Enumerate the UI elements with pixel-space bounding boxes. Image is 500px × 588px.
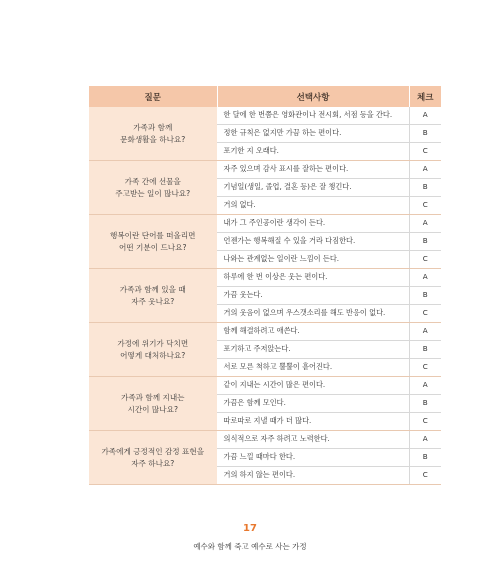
check-mark-cell: B: [409, 233, 441, 251]
check-mark-cell: B: [409, 125, 441, 143]
option-text: 내가 그 주인공이란 생각이 든다.: [217, 215, 409, 233]
table-body: [89, 107, 441, 485]
option-text: 정한 규칙은 없지만 가끔 하는 편이다.: [217, 125, 409, 143]
option-text: 언젠가는 행복해질 수 있을 거라 다짐한다.: [217, 233, 409, 251]
question-text: 행복이란 단어를 떠올리면 어떤 기분이 드나요?: [109, 231, 196, 252]
page-number: 17: [243, 523, 257, 534]
option-text: 포기한 지 오래다.: [217, 143, 409, 161]
check-mark-cell: A: [409, 107, 441, 125]
question-cell: [89, 269, 217, 323]
question-cell: [89, 107, 217, 161]
table-row: [89, 377, 441, 395]
check-mark-cell: B: [409, 395, 441, 413]
question-cell: [89, 215, 217, 269]
option-text: 자주 있으며 감사 표시를 잘하는 편이다.: [217, 161, 409, 179]
table-row: [89, 161, 441, 179]
table-row: [89, 431, 441, 449]
check-mark-cell: C: [409, 197, 441, 215]
option-text: 가끔 느낄 때마다 한다.: [217, 449, 409, 467]
option-text: 거의 웃음이 없으며 우스갯소리를 해도 반응이 없다.: [217, 305, 409, 323]
checklist-table: [89, 86, 441, 485]
option-text: 가끔 웃는다.: [217, 287, 409, 305]
question-text: 가족에게 긍정적인 감정 표현을 자주 하나요?: [101, 447, 205, 468]
header-options: 선택사항: [217, 86, 409, 107]
check-mark-cell: A: [409, 431, 441, 449]
option-text: 거의 하지 않는 편이다.: [217, 467, 409, 485]
header-check: 체크: [409, 86, 441, 107]
check-mark-cell: C: [409, 143, 441, 161]
option-text: 가끔은 함께 모인다.: [217, 395, 409, 413]
question-text: 가족과 함께 있을 때 자주 웃나요?: [119, 285, 186, 306]
option-text: 따로따로 지낼 때가 더 많다.: [217, 413, 409, 431]
table-row: [89, 215, 441, 233]
check-mark-cell: A: [409, 377, 441, 395]
check-mark-cell: B: [409, 287, 441, 305]
question-cell: [89, 323, 217, 377]
option-text: 의식적으로 자주 하려고 노력한다.: [217, 431, 409, 449]
question-text: 가정에 위기가 닥치면 어떻게 대처하나요?: [117, 339, 189, 360]
question-text: 가족과 함께 문화생활을 하나요?: [120, 123, 186, 144]
option-text: 하루에 한 번 이상은 웃는 편이다.: [217, 269, 409, 287]
check-mark-cell: C: [409, 359, 441, 377]
option-text: 거의 없다.: [217, 197, 409, 215]
option-text: 서로 모른 척하고 뿔뿔이 흩어진다.: [217, 359, 409, 377]
check-mark-cell: B: [409, 341, 441, 359]
check-mark-cell: C: [409, 413, 441, 431]
check-mark-cell: A: [409, 269, 441, 287]
check-mark-cell: B: [409, 449, 441, 467]
option-text: 나와는 관계없는 일이란 느낌이 든다.: [217, 251, 409, 269]
option-text: 함께 해결하려고 애쓴다.: [217, 323, 409, 341]
check-mark-cell: A: [409, 215, 441, 233]
table-row: [89, 269, 441, 287]
question-text: 가족 간에 선물을 주고받는 일이 많나요?: [115, 177, 191, 198]
option-text: 같이 지내는 시간이 많은 편이다.: [217, 377, 409, 395]
option-text: 한 달에 한 번쯤은 영화관이나 전시회, 서점 등을 간다.: [217, 107, 409, 125]
check-mark-cell: C: [409, 467, 441, 485]
check-mark-cell: A: [409, 161, 441, 179]
option-text: 기념일(생일, 졸업, 결혼 등)은 잘 챙긴다.: [217, 179, 409, 197]
question-cell: [89, 161, 217, 215]
question-cell: [89, 431, 217, 485]
table-row: [89, 323, 441, 341]
footer-title: 예수와 함께 죽고 예수로 사는 가정: [193, 542, 307, 551]
table-row: [89, 107, 441, 125]
check-mark-cell: C: [409, 251, 441, 269]
question-cell: [89, 377, 217, 431]
option-text: 포기하고 주저앉는다.: [217, 341, 409, 359]
header-question: 질문: [89, 86, 217, 107]
table-header-row: [89, 86, 441, 107]
checklist-table-container: [89, 86, 441, 485]
question-text: 가족과 함께 지내는 시간이 많나요?: [120, 393, 185, 414]
check-mark-cell: A: [409, 323, 441, 341]
check-mark-cell: B: [409, 179, 441, 197]
check-mark-cell: C: [409, 305, 441, 323]
